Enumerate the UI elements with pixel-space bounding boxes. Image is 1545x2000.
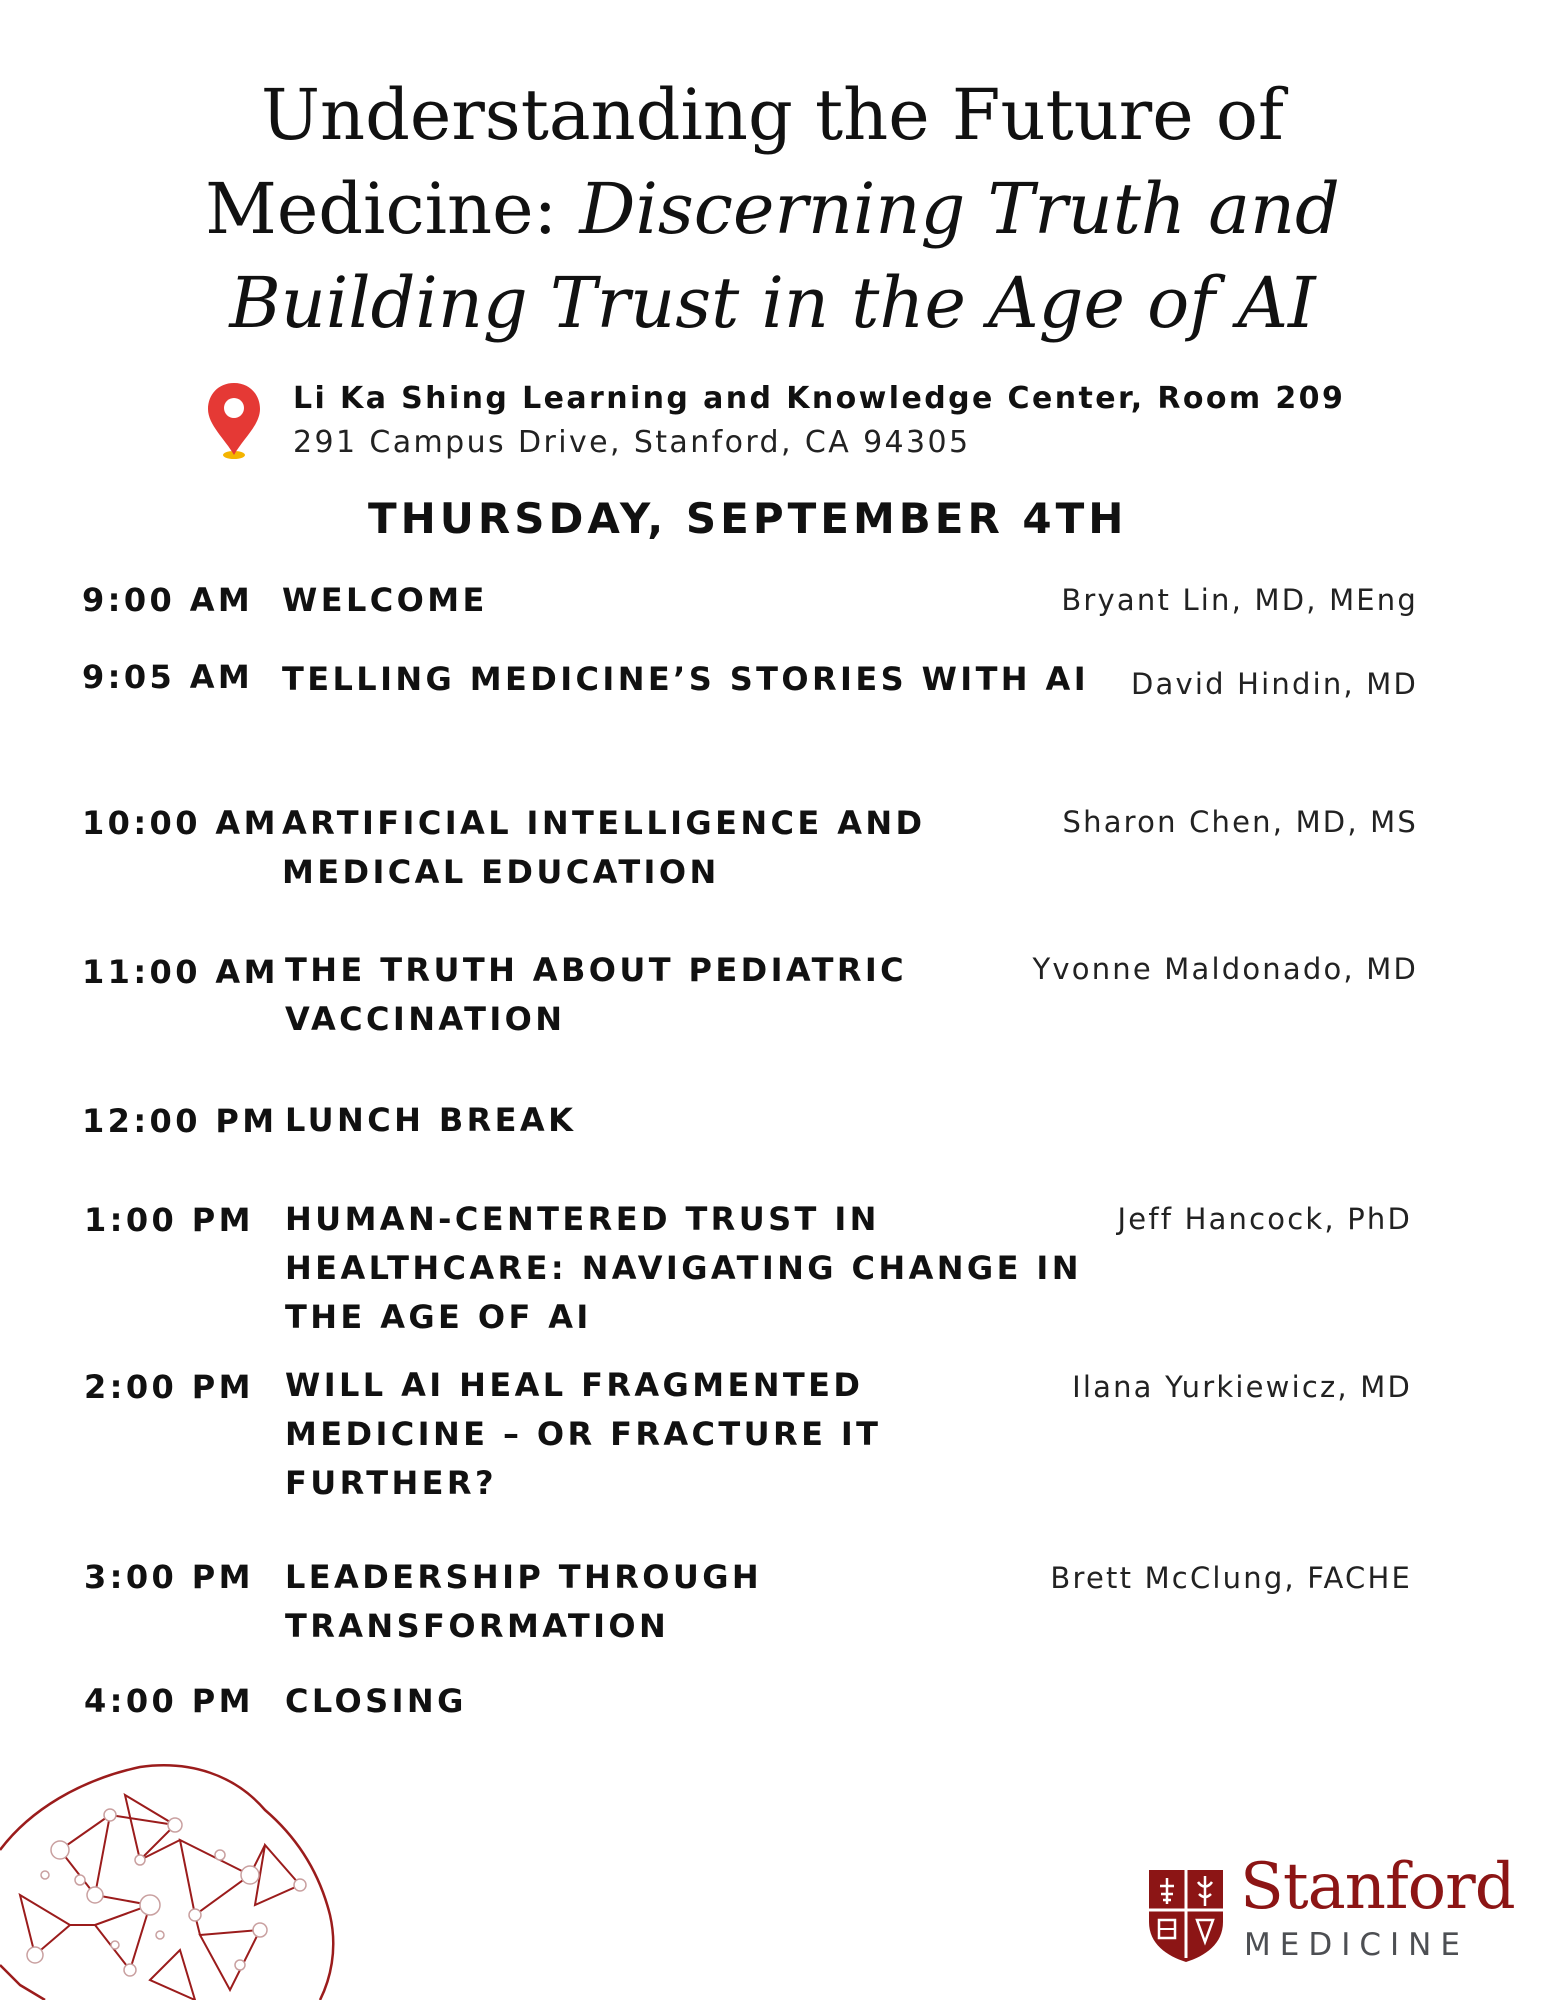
topic-line: HUMAN-CENTERED TRUST IN — [285, 1200, 880, 1238]
schedule-topic — [285, 1553, 762, 1651]
page-title — [0, 68, 1545, 350]
schedule-topic — [282, 576, 488, 625]
topic-line: TELLING MEDICINE’S STORIES WITH AI — [282, 660, 1090, 698]
title-line-1: Understanding the Future of — [261, 74, 1284, 156]
logo-subtitle: MEDICINE — [1244, 1927, 1469, 1963]
schedule-speaker: Brett McClung, FACHE — [1050, 1561, 1412, 1595]
schedule-speaker: Jeff Hancock, PhD — [1117, 1202, 1412, 1236]
schedule-time: 1:00 PM — [84, 1201, 254, 1239]
title-line-2-italic: Discerning Truth and — [579, 168, 1340, 250]
venue-address: 291 Campus Drive, Stanford, CA 94305 — [293, 425, 971, 460]
schedule-topic — [285, 1195, 1082, 1342]
schedule-topic — [285, 1361, 881, 1508]
schedule-time: 9:05 AM — [82, 658, 254, 696]
schedule-time: 10:00 AM — [82, 804, 279, 842]
topic-line: TRANSFORMATION — [285, 1607, 670, 1645]
location-pin-icon — [205, 381, 263, 461]
stanford-shield-icon — [1147, 1866, 1225, 1964]
schedule-topic — [285, 1677, 467, 1726]
schedule-time: 4:00 PM — [84, 1682, 254, 1720]
brain-network-icon — [0, 1755, 340, 2000]
topic-line: FURTHER? — [285, 1464, 497, 1502]
topic-line: MEDICINE – OR FRACTURE IT — [285, 1415, 882, 1453]
topic-line: LUNCH BREAK — [285, 1101, 577, 1139]
schedule-speaker: Bryant Lin, MD, MEng — [1061, 583, 1418, 617]
schedule-topic — [285, 1096, 576, 1145]
event-date: THURSDAY, SEPTEMBER 4TH — [368, 494, 1128, 543]
schedule-speaker: Ilana Yurkiewicz, MD — [1072, 1370, 1412, 1404]
topic-line: HEALTHCARE: NAVIGATING CHANGE IN — [285, 1249, 1082, 1287]
topic-line: THE TRUTH ABOUT PEDIATRIC — [285, 951, 908, 989]
topic-line: ARTIFICIAL INTELLIGENCE AND — [282, 804, 926, 842]
topic-line: LEADERSHIP THROUGH — [285, 1558, 763, 1596]
schedule-time: 9:00 AM — [82, 581, 254, 619]
schedule-topic — [282, 655, 1089, 704]
schedule-time: 12:00 PM — [82, 1102, 278, 1140]
title-line-3: Building Trust in the Age of AI — [229, 262, 1316, 344]
venue-name: Li Ka Shing Learning and Knowledge Center, Room 209 — [293, 381, 1346, 416]
topic-line: WILL AI HEAL FRAGMENTED — [285, 1366, 864, 1404]
schedule-topic — [282, 799, 926, 897]
topic-line: VACCINATION — [285, 1000, 566, 1038]
logo-wordmark: Stanford — [1240, 1850, 1515, 1924]
topic-line: WELCOME — [282, 581, 488, 619]
schedule-speaker: Yvonne Maldonado, MD — [1032, 952, 1418, 986]
topic-line: MEDICAL EDUCATION — [282, 853, 720, 891]
schedule-time: 11:00 AM — [82, 953, 279, 991]
title-line-2-plain: Medicine: — [205, 168, 580, 250]
schedule-time: 2:00 PM — [84, 1368, 254, 1406]
schedule-speaker: Sharon Chen, MD, MS — [1062, 805, 1418, 839]
schedule-speaker: David Hindin, MD — [1130, 667, 1418, 701]
schedule-topic — [285, 946, 907, 1044]
topic-line: CLOSING — [285, 1682, 467, 1720]
schedule-time: 3:00 PM — [84, 1558, 254, 1596]
title-line-2 — [0, 162, 1545, 256]
topic-line: THE AGE OF AI — [285, 1298, 592, 1336]
